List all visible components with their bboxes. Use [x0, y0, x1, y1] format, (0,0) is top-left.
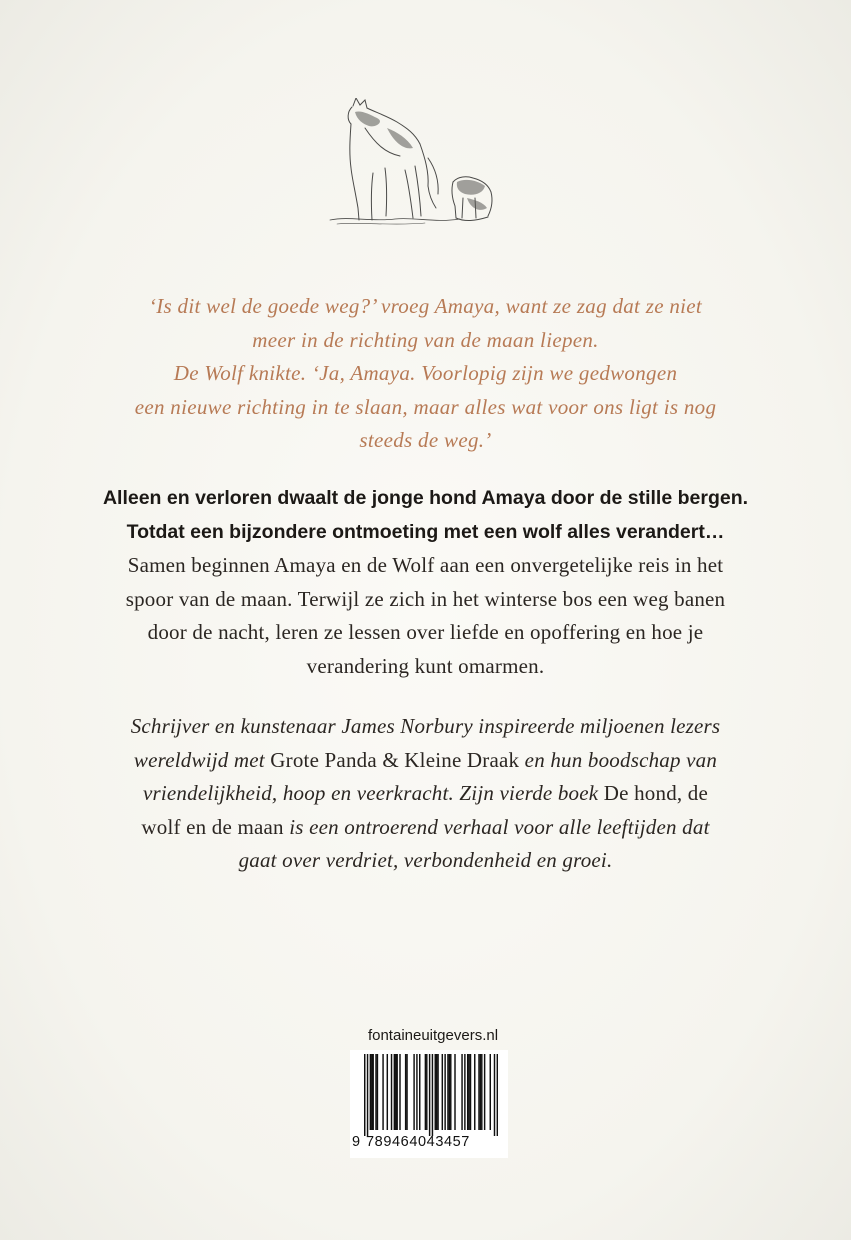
isbn-barcode [350, 1050, 508, 1158]
barcode-bar [426, 1054, 427, 1130]
barcode-bar [447, 1054, 448, 1130]
author-bio-text: gaat over verdriet, verbondenheid en groei. [238, 848, 613, 872]
barcode-bar [478, 1054, 479, 1130]
quote-line: ‘Is dit wel de goede weg?’ vroeg Amaya, want ze zag dat ze niet [148, 294, 703, 318]
book-title-grote-panda: Grote Panda & Kleine Draak [270, 747, 520, 772]
wolf-and-dog-sketch-icon [325, 98, 525, 233]
isbn-digits: 789464043457 [366, 1134, 470, 1150]
barcode-bar [497, 1054, 498, 1136]
author-bio-text: en hun boodschap van [519, 747, 718, 772]
barcode-bar [394, 1054, 395, 1130]
barcode-bar [444, 1054, 445, 1130]
quote-line: meer in de richting van de maan liepen. [252, 327, 599, 352]
barcode-bar [399, 1054, 400, 1130]
author-bio-line [60, 710, 791, 744]
barcode-bar [419, 1054, 420, 1130]
book-title-de-hond-cont: wolf en de maan [141, 814, 284, 839]
author-bio-text: is een ontroerend verhaal voor alle leeftijden dat [283, 814, 710, 839]
barcode-bar [450, 1054, 451, 1130]
barcode-bar [391, 1054, 392, 1130]
author-bio-line [60, 811, 791, 845]
book-blurb [60, 482, 791, 683]
quote-line: een nieuwe richting in te slaan, maar alles wat voor ons ligt is nog [134, 394, 717, 419]
barcode-bar [387, 1054, 388, 1130]
blurb-body-line: verandering kunt omarmen. [306, 653, 545, 678]
barcode-bar [435, 1054, 436, 1130]
barcode-bar [416, 1054, 417, 1130]
author-bio [60, 710, 791, 878]
barcode-bar [395, 1054, 396, 1130]
blurb-lead-line: Alleen en verloren dwaalt de jonge hond Amaya door de stille bergen. [102, 487, 749, 509]
barcode-bar [481, 1054, 482, 1130]
barcode-bar [474, 1054, 475, 1130]
quote-line: steeds de weg.’ [359, 428, 492, 452]
barcode-bar [371, 1054, 372, 1130]
barcode-bar [432, 1054, 433, 1136]
barcode-bar [442, 1054, 443, 1130]
barcode-bar [429, 1054, 430, 1136]
barcode-bar [454, 1054, 455, 1130]
barcode-bar [375, 1054, 376, 1130]
barcode-bar [490, 1054, 491, 1130]
author-bio-text: Schrijver en kunstenaar James Norbury inspireerde miljoenen lezers [130, 714, 721, 738]
barcode-bar [364, 1054, 365, 1136]
barcode-bar [480, 1054, 481, 1130]
barcode-bar [461, 1054, 462, 1130]
barcode-bar [494, 1054, 495, 1136]
barcode-bar [377, 1054, 378, 1130]
barcode-bar [467, 1054, 468, 1130]
author-bio-line [60, 777, 791, 811]
author-bio-line [60, 844, 791, 878]
barcode-bar [406, 1054, 407, 1130]
barcode-bar [405, 1054, 406, 1130]
barcode-bar [413, 1054, 414, 1130]
author-bio-text: vriendelijkheid, hoop en veerkracht. Zijn vierde boek [142, 781, 604, 805]
blurb-body-line: door de nacht, leren ze lessen over liefde en opoffering en hoe je [147, 620, 704, 644]
barcode-bar [367, 1054, 368, 1136]
barcode-bar [396, 1054, 397, 1130]
author-bio-text: wereldwijd met [133, 747, 271, 772]
blurb-lead-line: Totdat een bijzondere ontmoeting met een wolf alles verandert… [126, 520, 725, 543]
barcode-bar [449, 1054, 450, 1130]
barcode-bar [468, 1054, 469, 1130]
barcode-bar [470, 1054, 471, 1130]
barcode-bar [425, 1054, 426, 1130]
opening-quote [80, 290, 771, 458]
barcode-bars [364, 1054, 498, 1136]
blurb-body-line: spoor van de maan. Terwijl ze zich in het winterse bos een weg banen [125, 586, 726, 611]
book-title-de-hond: De hond, de [603, 781, 709, 805]
barcode-bar [484, 1054, 485, 1130]
barcode-bar [436, 1054, 437, 1130]
barcode-bar [437, 1054, 438, 1130]
isbn-first-digit: 9 [352, 1134, 361, 1150]
publisher-url: fontaineuitgevers.nl [367, 1027, 499, 1044]
quote-line: De Wolf knikte. ‘Ja, Amaya. Voorlopig zijn we gedwongen [173, 361, 678, 385]
barcode-bar [372, 1054, 373, 1130]
blurb-body-line: Samen beginnen Amaya en de Wolf aan een onvergetelijke reis in het [127, 553, 724, 577]
author-bio-line [60, 744, 791, 778]
barcode-bar [382, 1054, 383, 1130]
barcode-bar [370, 1054, 371, 1130]
barcode-bar [464, 1054, 465, 1130]
